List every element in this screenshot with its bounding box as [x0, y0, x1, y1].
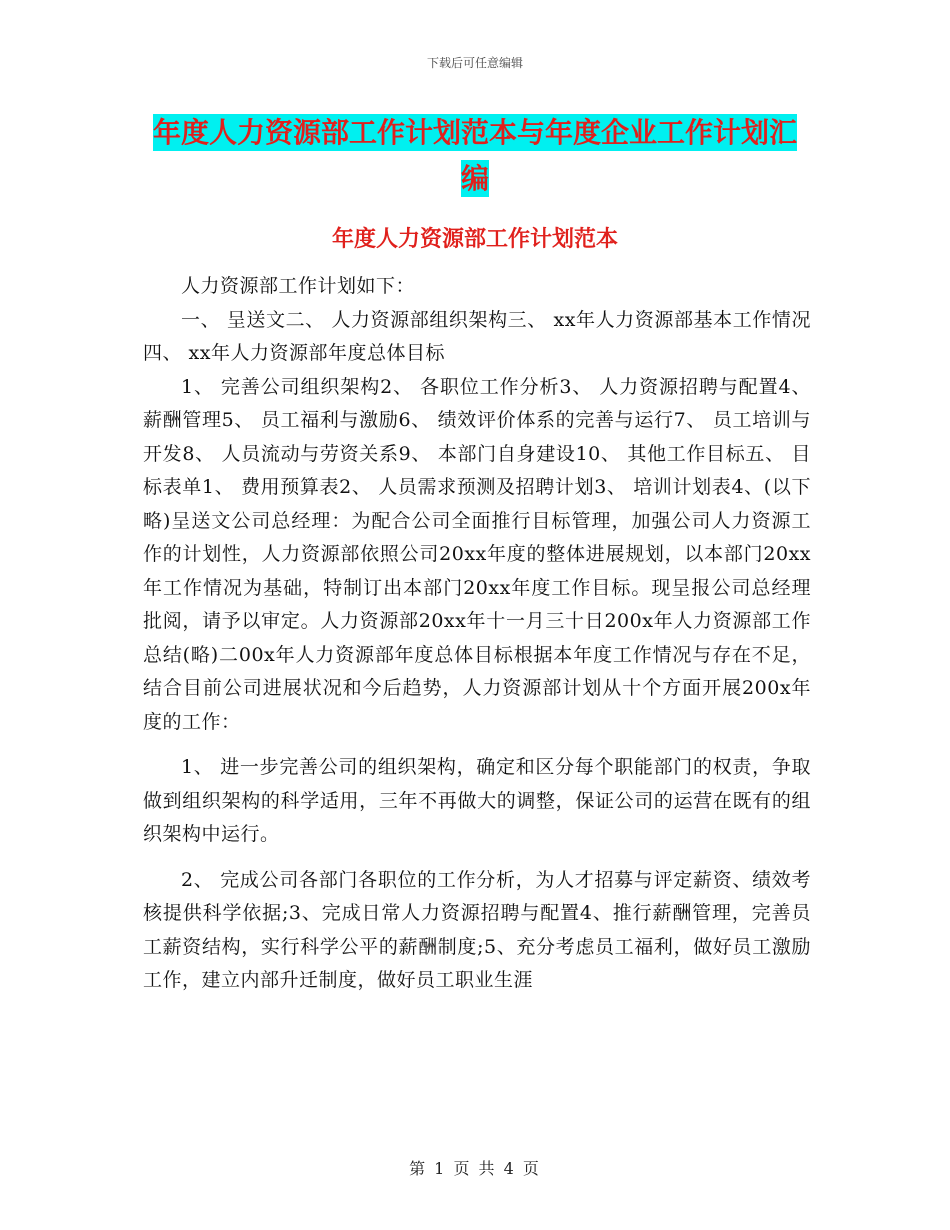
header-note: 下载后可任意编辑	[426, 56, 523, 70]
section-title: 年度人力资源部工作计划范本	[331, 227, 618, 252]
main-title-line2: 编	[460, 162, 489, 195]
paragraph-intro: 人力资源部工作计划如下：	[181, 275, 416, 297]
paragraph-item-1: 1、 进一步完善公司的组织架构，确定和区分每个职能部门的权责，争取做到组织架构的科学适用，三年不再做大的调整，保证公司的运营在既有的组织架构中运行。	[143, 756, 811, 845]
paragraph-item-2: 2、 完成公司各部门各职位的工作分析，为人才招募与评定薪资、绩效考核提供科学依据;3、完成日常人力资源招聘与配置4、推行薪酬管理，完善员工薪资结构，实行科学公平的薪酬制度;5、充分考虑员工福利，做好员工激励工作，建立内部升迁制度，做好员工职业生涯	[143, 868, 811, 991]
page-footer: 第 1 页 共 4 页	[409, 1159, 541, 1178]
paragraph-goals: 1、 完善公司组织架构2、 各职位工作分析3、 人力资源招聘与配置4、 薪酬管理5、 员工福利与激励6、 绩效评价体系的完善与运行7、 员工培训与开发8、 人员流动与劳资关系9、 本部门自身建设10、 其他工作目标五、 目标表单1、 费用预算表2、 人员需求预测及招聘计划3、 培训计划表4、(以下略)呈送文公司总经理：为配合公司全面推行目标管理，加强公司人力资源工作的计划性，人力资源部依照公司20xx年度的整体进展规划，以本部门20xx年工作情况为基础，特制订出本部门20xx年度工作目标。现呈报公司总经理批阅，请予以审定。人力资源部20xx年十一月三十日200x年人力资源部工作总结(略)二00x年人力资源部年度总体目标根据本年度工作情况与存在不足，结合目前公司进展状况和今后趋势，人力资源部计划从十个方面开展200x年度的工作：	[143, 375, 811, 733]
main-title	[0, 110, 950, 202]
document-body	[143, 270, 811, 998]
main-title-line1: 年度人力资源部工作计划范本与年度企业工作计划汇	[152, 116, 797, 149]
paragraph-outline: 一、 呈送文二、 人力资源部组织架构三、 xx年人力资源部基本工作情况四、 xx年人力资源部年度总体目标	[143, 308, 811, 364]
